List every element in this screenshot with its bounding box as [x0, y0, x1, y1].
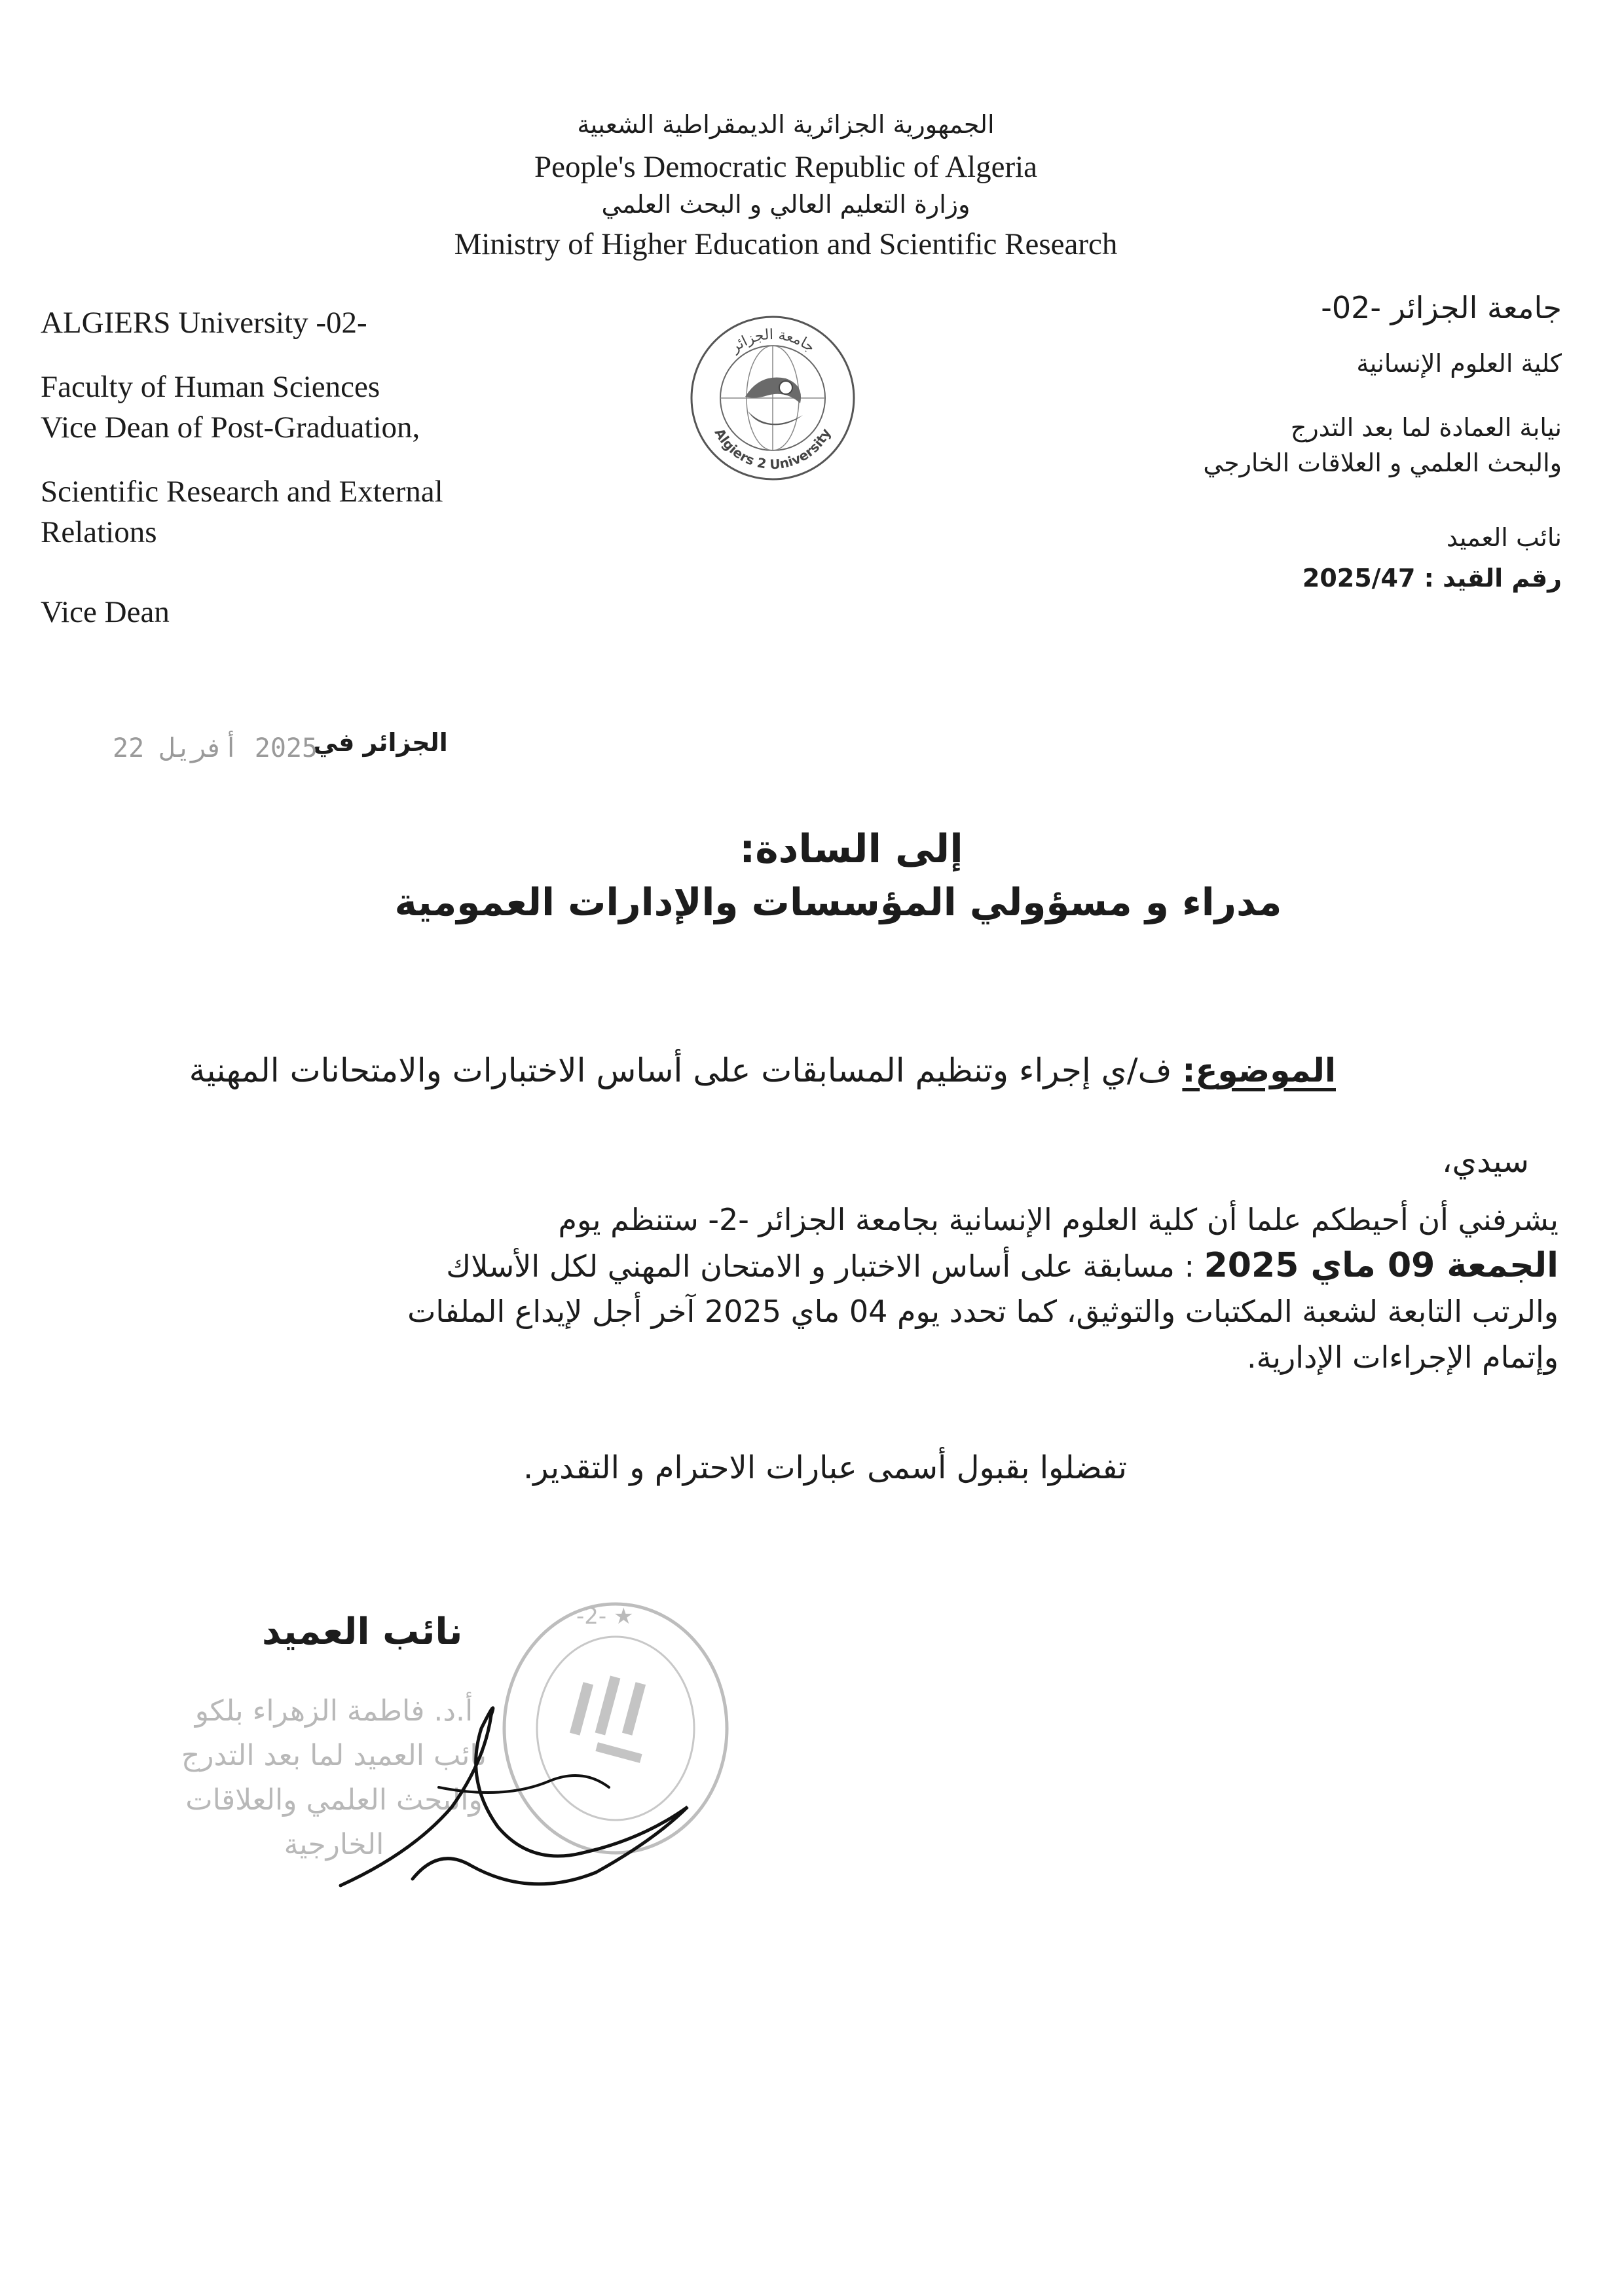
name-stamp-line4: الخارجية — [284, 1828, 384, 1861]
exam-date: الجمعة 09 ماي 2025 — [1204, 1246, 1559, 1285]
university-name-ar: جامعة الجزائر -02- — [1321, 290, 1562, 325]
university-name-en: ALGIERS University -02- — [41, 306, 367, 340]
body-line-1: يشرفني أن أحيطكم علما أن كلية العلوم الإنسانية بجامعة الجزائر -2- ستنظم يوم — [558, 1202, 1559, 1237]
subject-line — [79, 1051, 1336, 1089]
vice-dean-office-line2: Scientific Research and External — [41, 475, 443, 509]
office-line2-ar: والبحث العلمي و العلاقات الخارجي — [1203, 448, 1562, 477]
university-seal-icon — [688, 313, 858, 483]
reference-label: رقم القيد : — [1424, 564, 1562, 592]
body-line-3: والرتب التابعة لشعبة المكتبات والتوثيق، كما تحدد يوم 04 ماي 2025 آخر أجل لإيداع الملفات — [407, 1294, 1559, 1329]
date-place: الجزائر في — [313, 728, 448, 757]
name-stamp-line1: أ.د. فاطمة الزهراء بلكو — [194, 1694, 473, 1728]
vice-dean-office-line3: Relations — [41, 515, 157, 549]
reference-value: 2025/47 — [1302, 564, 1416, 592]
vice-dean-office-line1: Vice Dean of Post-Graduation, — [41, 410, 420, 445]
republic-english: People's Democratic Republic of Algeria — [534, 150, 1038, 184]
salutation: سيدي، — [1442, 1143, 1529, 1180]
logo-ring-arabic: جامعة الجزائر — [728, 326, 818, 356]
recipients-line: مدراء و مسؤولي المؤسسات والإدارات العمومية — [394, 880, 1282, 924]
ministry-english: Ministry of Higher Education and Scientific Research — [454, 227, 1118, 261]
body-line-2 — [92, 1243, 1559, 1289]
reference-number — [1302, 562, 1562, 594]
handwritten-signature — [334, 1689, 701, 1899]
name-stamp-line3: والبحث العلمي والعلاقات — [185, 1783, 483, 1817]
recipients-heading: إلى السادة: — [739, 826, 963, 872]
subject-text: ف/ي إجراء وتنظيم المسابقات على أساس الاختبارات والامتحانات المهنية — [189, 1051, 1172, 1089]
logo-ring-english: Algiers 2 University — [711, 426, 834, 473]
faculty-name-ar: كلية العلوم الإنسانية — [1356, 349, 1562, 378]
role-en: Vice Dean — [41, 595, 170, 629]
date-stamp: 2025 أفريل 22 — [113, 733, 318, 763]
ministry-arabic: وزارة التعليم العالي و البحث العلمي — [601, 190, 970, 219]
closing-formula: تفضلوا بقبول أسمى عبارات الاحترام و التقدير. — [523, 1449, 1127, 1486]
name-stamp-line2: نائب العميد لما بعد التدرج — [181, 1739, 487, 1772]
office-line1-ar: نيابة العمادة لما بعد التدرج — [1290, 413, 1562, 442]
republic-arabic: الجمهورية الجزائرية الديمقراطية الشعبية — [577, 110, 995, 139]
faculty-name-en: Faculty of Human Sciences — [41, 370, 380, 404]
body-line-2-text: : مسابقة على أساس الاختبار و الامتحان المهني لكل الأسلاك — [446, 1248, 1194, 1284]
signature-icon — [334, 1689, 701, 1899]
body-line-4: وإتمام الإجراءات الإدارية. — [1246, 1339, 1559, 1375]
signatory-title: نائب العميد — [262, 1611, 463, 1653]
subject-label: الموضوع: — [1182, 1051, 1336, 1089]
university-logo — [688, 313, 858, 483]
role-ar: نائب العميد — [1447, 523, 1562, 552]
svg-text:-2- ★: -2- ★ — [576, 1603, 634, 1630]
